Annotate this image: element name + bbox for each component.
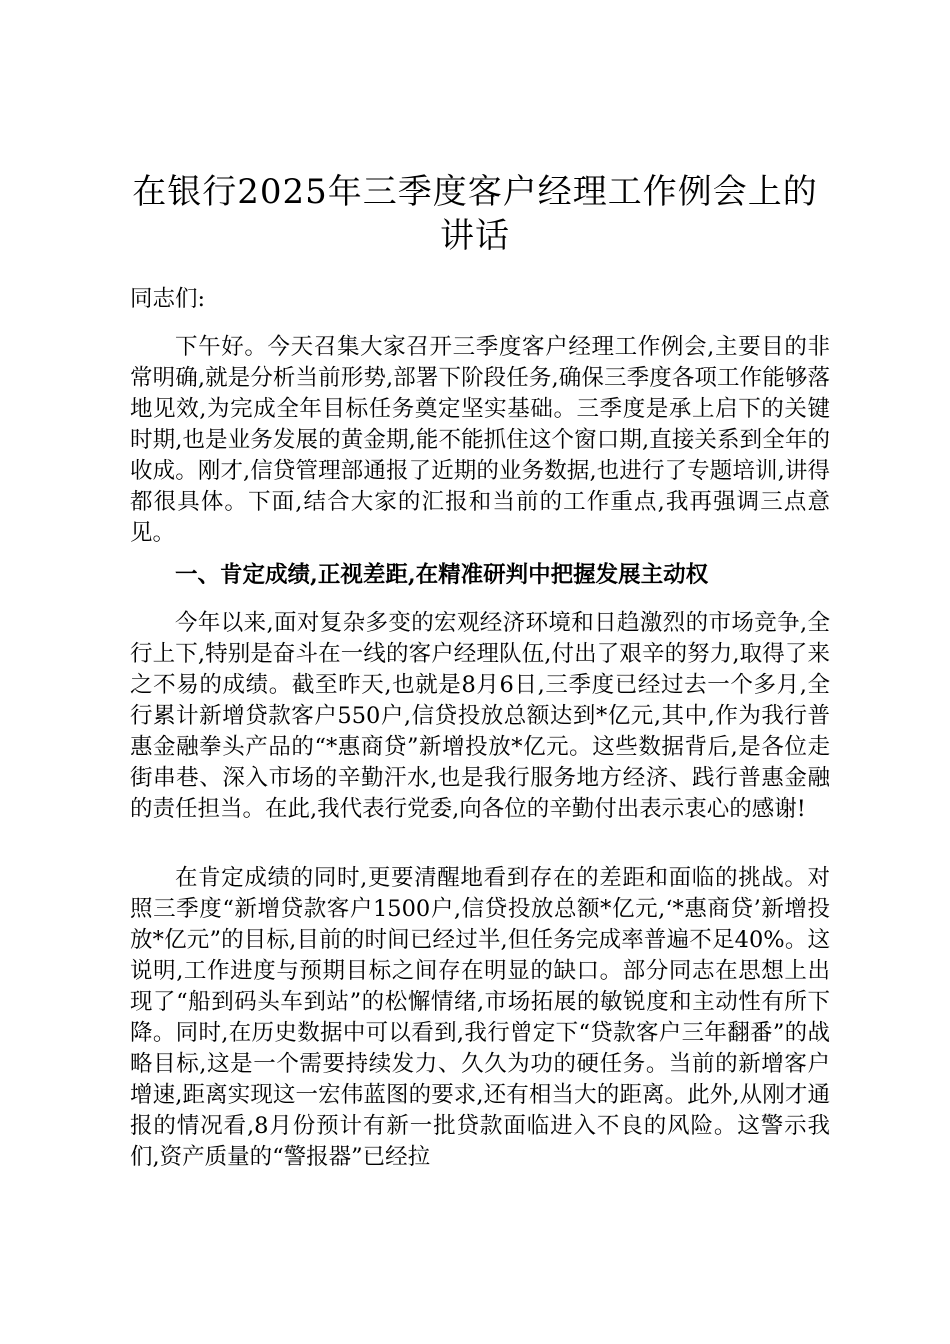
paragraph-achievements: 今年以来,面对复杂多变的宏观经济环境和日趋激烈的市场竞争,全行上下,特别是奋斗在一线的客户经理队伍,付出了艰辛的努力,取得了来之不易的成绩。截至昨天,也就是8月6日,三季度已经过去一个多月,全行累计新增贷款客户550户,信贷投放总额达到*亿元,其中,作为我行普惠金融拳头产品的“*惠商贷”新增投放*亿元。这些数据背后,是各位走街串巷、深入市场的辛勤汗水,也是我行服务地方经济、践行普惠金融的责任担当。在此,我代表行党委,向各位的辛勤付出表示衷心的感谢! [130, 610, 830, 822]
paragraph-gaps: 在肯定成绩的同时,更要清醒地看到存在的差距和面临的挑战。对照三季度“新增贷款客户1500户,信贷投放总额*亿元,‘*惠商贷’新增投放*亿元”的目标,目前的时间已经过半,但任务完成率普遍不足40%。这说明,工作进度与预期目标之间存在明显的缺口。部分同志在思想上出现了“船到码头车到站”的松懈情绪,市场拓展的敏锐度和主动性有所下降。同时,在历史数据中可以看到,我行曾定下“贷款客户三年翻番”的战略目标,这是一个需要持续发力、久久为功的硬任务。当前的新增客户增速,距离实现这一宏伟蓝图的要求,还有相当大的距离。此外,从刚才通报的情况看,8月份预计有新一批贷款面临进入不良的风险。这警示我们,资产质量的“警报器”已经拉 [130, 865, 830, 1170]
document-title: 在银行2025年三季度客户经理工作例会上的讲话 [132, 172, 818, 256]
paragraph-opening: 下午好。今天召集大家召开三季度客户经理工作例会,主要目的非常明确,就是分析当前形势,部署下阶段任务,确保三季度各项工作能够落地见效,为完成全年目标任务奠定坚实基础。三季度是承上启下的关键时期,也是业务发展的黄金期,能不能抓住这个窗口期,直接关系到全年的收成。刚才,信贷管理部通报了近期的业务数据,也进行了专题培训,讲得都很具体。下面,结合大家的汇报和当前的工作重点,我再强调三点意见。 [130, 334, 830, 546]
section-heading-1: 一、肯定成绩,正视差距,在精准研判中把握发展主动权 [175, 562, 709, 588]
salutation: 同志们: [130, 286, 206, 312]
